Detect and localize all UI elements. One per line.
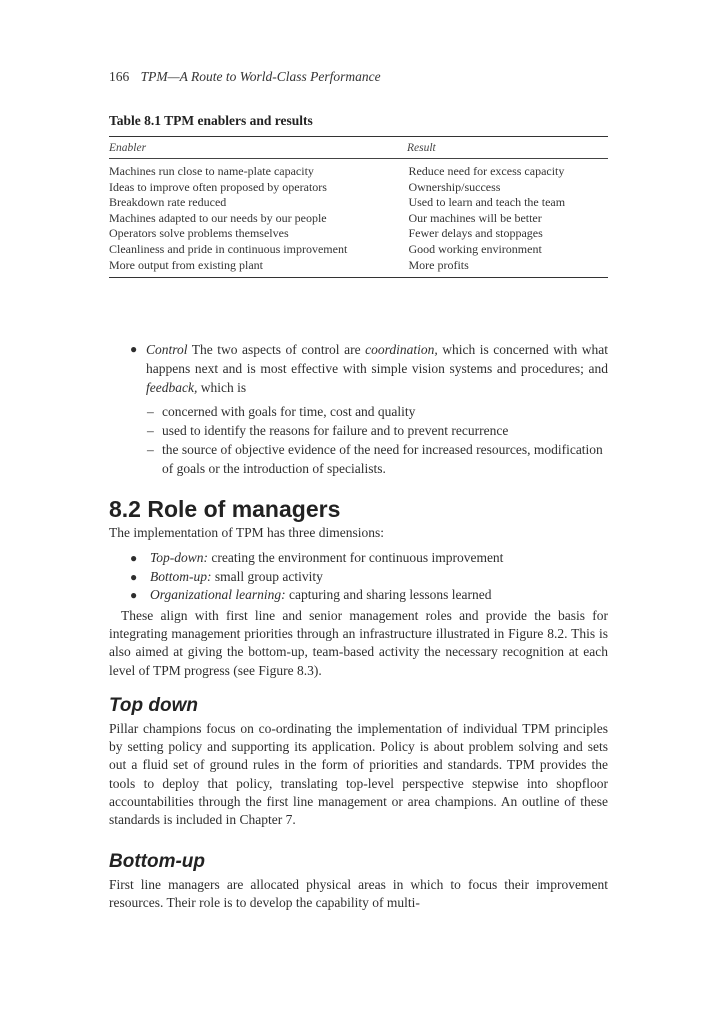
result-cell: Used to learn and teach the team: [408, 195, 566, 210]
result-cell: Our machines will be better: [408, 210, 542, 225]
enabler-cell: Ideas to improve often proposed by operators: [109, 179, 327, 194]
list-item: – used to identify the reasons for failure and to prevent recurrence: [147, 423, 509, 438]
book-title: TPM—A Route to World-Class Performance: [140, 69, 381, 84]
table-row: [109, 164, 608, 180]
control-term: Control: [146, 342, 188, 357]
enabler-cell: Machines run close to name-plate capacity: [109, 164, 314, 178]
running-head: [109, 69, 381, 85]
section-heading: 8.2 Role of managers: [109, 496, 341, 522]
enabler-cell: More output from existing plant: [109, 257, 263, 272]
dash-mark: –: [147, 404, 154, 419]
table-row: [109, 258, 608, 274]
bullet-dot: ●: [130, 588, 138, 602]
dash-mark: –: [147, 423, 154, 438]
section-paragraph: These align with first line and senior management roles and provide the basis for integrating management priorities through an infrastructure illustrated in Figure 8.2. This is also aimed at giving the bottom-up, team-based activity the necessary recognition at each level of TPM progress (see Figure 8.3).: [109, 608, 608, 678]
bullet-dot: ●: [130, 342, 138, 356]
table-row: [109, 226, 608, 242]
enabler-cell: Breakdown rate reduced: [109, 195, 227, 210]
result-cell: Good working environment: [408, 241, 542, 256]
table-header: [109, 137, 608, 158]
enabler-cell: Machines adapted to our needs by our people: [109, 210, 327, 225]
list-item: – the source of objective evidence of the need for increased resources, modification of goals or the introduction of specialists.: [147, 442, 603, 476]
result-cell: More profits: [408, 257, 469, 272]
feedback-dash-list: [147, 402, 608, 478]
header-result: Result: [407, 142, 436, 154]
feedback-term: feedback,: [146, 380, 198, 395]
list-item: ● Organizational learning: capturing and sharing lessons learned: [130, 586, 503, 605]
table-row: [109, 242, 608, 258]
enablers-results-table: [109, 136, 608, 278]
bullet-dot: ●: [130, 569, 138, 584]
table-caption: Table 8.1 TPM enablers and results: [109, 113, 313, 128]
table-body: [109, 159, 608, 277]
list-item: – concerned with goals for time, cost and quality: [147, 404, 416, 419]
result-cell: Ownership/success: [408, 179, 501, 194]
bottom-up-heading: Bottom-up: [109, 851, 206, 872]
control-bullet: [130, 340, 608, 397]
header-enabler: Enabler: [109, 142, 147, 154]
table-row: [109, 180, 608, 196]
page-number: 166: [109, 69, 130, 84]
table-bottom-rule: [109, 277, 608, 278]
list-item: ● Bottom-up: small group activity: [130, 568, 503, 587]
top-down-heading: Top down: [109, 695, 198, 716]
top-down-paragraph: Pillar champions focus on co-ordinating the implementation of individual TPM principles by setting policy and supporting its application. Policy is about problem solving and sets out a fluid set of ground rules in the form of priorities and standards. TPM provides the tools to deploy that policy, translating top-level perspective stepwise into shopfloor accountabilities through the first line management or area champions. An outline of these standards is included in Chapter 7.: [109, 721, 608, 828]
enabler-cell: Cleanliness and pride in continuous improvement: [109, 241, 348, 256]
dash-mark: –: [147, 442, 154, 457]
section-intro: The implementation of TPM has three dimensions:: [109, 525, 384, 540]
result-cell: Reduce need for excess capacity: [408, 164, 565, 178]
list-item: ● Top-down: creating the environment for continuous improvement: [130, 549, 503, 568]
result-cell: Fewer delays and stoppages: [408, 226, 543, 241]
bottom-up-paragraph: First line managers are allocated physical areas in which to focus their improvement resources. Their role is to develop the capability of multi-: [109, 877, 608, 911]
coordination-term: coordination,: [365, 342, 438, 357]
bullet-dot: ●: [130, 551, 138, 565]
enabler-cell: Operators solve problems themselves: [109, 226, 289, 241]
table-row: [109, 195, 608, 211]
table-row: [109, 211, 608, 227]
dimensions-list: [130, 549, 503, 605]
control-bullet-text: Control The two aspects of control are coordination, which is concerned with what happens next and is most effective with simple vision systems and procedures; and feedback, which is: [146, 342, 608, 395]
